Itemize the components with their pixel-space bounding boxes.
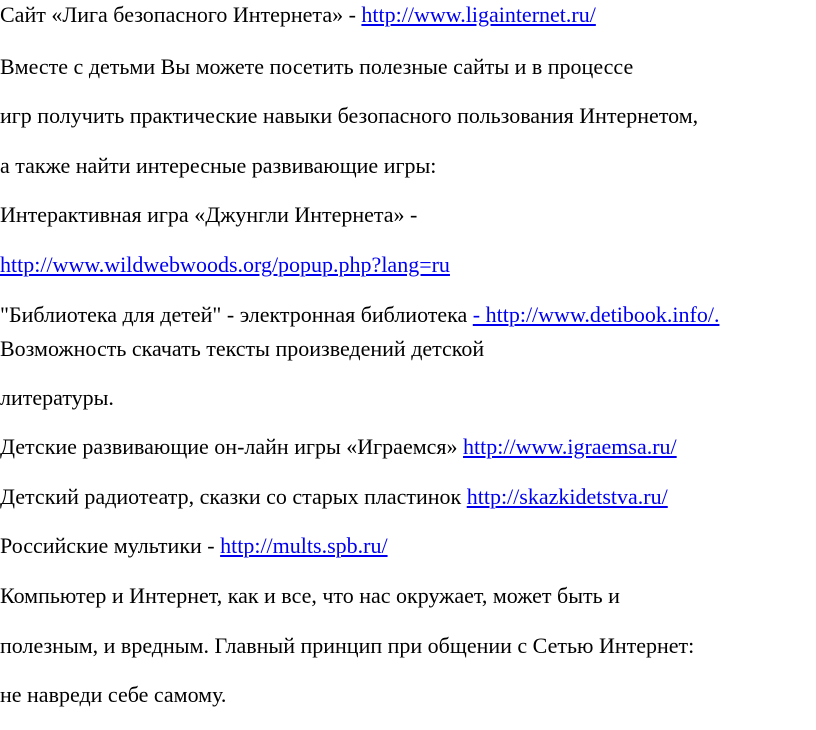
line-igraemsa (0, 434, 677, 460)
line-text: Детские развивающие он-лайн игры «Играемся» (0, 434, 464, 459)
line-text: а также найти интересные развивающие игры: (0, 153, 437, 178)
link-igraemsa[interactable]: http://www.igraemsa.ru/ (463, 434, 677, 459)
line-intro-3 (0, 153, 436, 179)
line-text: полезным, и вредным. Главный принцип при общении с Сетью Интернет: (0, 633, 695, 658)
line-wildwebwoods (0, 252, 450, 278)
line-text: Возможность скачать тексты произведений детской (0, 336, 485, 361)
line-conclusion-2 (0, 633, 694, 659)
link-wildwebwoods[interactable]: http://www.wildwebwoods.org/popup.php?lang=ru (0, 252, 450, 277)
line-conclusion-1 (0, 583, 620, 609)
line-radiotheatre (0, 484, 668, 510)
link-detibook[interactable]: - http://www.detibook.info/. (472, 302, 720, 327)
line-literature (0, 385, 114, 411)
link-skazkidetstva[interactable]: http://skazkidetstva.ru/ (466, 484, 668, 509)
line-text: не навреди себе самому. (0, 682, 227, 707)
line-text: Российские мультики - (0, 533, 221, 558)
line-text: литературы. (0, 385, 114, 410)
line-text: игр получить практические навыки безопасного пользования Интернетом, (0, 103, 699, 128)
line-text: Детский радиотеатр, сказки со старых пластинок (0, 484, 467, 509)
line-intro-1 (0, 54, 633, 80)
line-library-desc (0, 336, 484, 362)
line-text: "Библиотека для детей" - электронная библиотека (0, 302, 473, 327)
line-jungle-game (0, 202, 417, 228)
line-conclusion-3 (0, 682, 226, 708)
line-text: Сайт «Лига безопасного Интернета» - (0, 2, 362, 27)
line-text: Интерактивная игра «Джунгли Интернета» - (0, 202, 418, 227)
line-intro-2 (0, 103, 698, 129)
line-liga-site (0, 2, 596, 28)
link-ligainternet[interactable]: http://www.ligainternet.ru/ (361, 2, 596, 27)
line-text: Вместе с детьми Вы можете посетить полезные сайты и в процессе (0, 54, 634, 79)
line-mults (0, 533, 388, 559)
line-library (0, 302, 719, 328)
link-mults[interactable]: http://mults.spb.ru/ (220, 533, 388, 558)
line-text: Компьютер и Интернет, как и все, что нас окружает, может быть и (0, 583, 620, 608)
